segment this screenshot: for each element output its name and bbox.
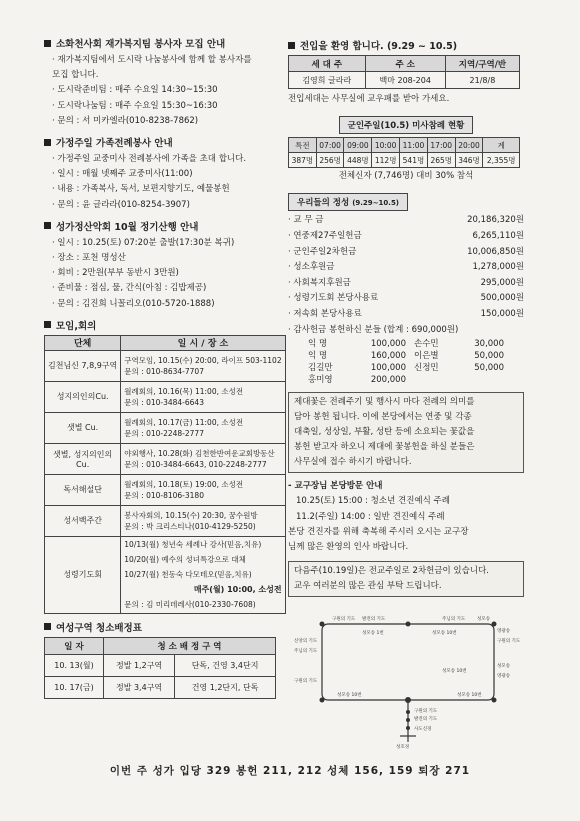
diagram-label: 발견의 기도 (414, 717, 438, 722)
diagram-label: 성모송 (497, 664, 511, 669)
list-item: · 교 무 금 20,186,320원 (288, 215, 524, 226)
text-line: · 재가복지팀에서 도시락 나눔봉사에 함께 할 봉사자를 (52, 55, 252, 65)
section-title: 성가정산악회 10월 정기산행 안내 (56, 221, 199, 233)
welcome-table: 세 대 주 주 소 지역/구역/반 김영희 글라라 백마 208-204 21/8/8 (288, 55, 520, 89)
table-row: 성령기도회 10/13(월) 청년숙 세례나 강사(믿음,치유) 10/20(월) 예수의 성녀특강으로 대체 10/27(월) 천동숙 다모테오(믿음,치유) 매주(월) 10:00, 소성전 문의 : 김 미리데레사(010-2330-7608) (45, 536, 286, 613)
diagram-label: 구원의 기도 (497, 639, 521, 644)
diagram-label: 성모송 10번 (457, 693, 482, 698)
right-column (288, 38, 524, 597)
section-title: 소화천사회 재가복지팀 봉사자 모집 안내 (56, 39, 226, 50)
table-header-row (45, 335, 286, 350)
diagram-label: 성호경 (396, 745, 410, 750)
diagram-label: 영광송 (497, 629, 511, 634)
text-line: · 문의 : 김진희 니꼴리오(010-5720-1888) (52, 298, 215, 309)
text-line: · 장소 : 포천 명성산 (52, 253, 126, 264)
family-liturgy-section (44, 135, 280, 213)
offering-section: 우리들의 정성 (9.29~10.5) · 교 무 금 20,186,320원 · 연중제27주일헌금 6,265,110원 · 군인주일2차헌금 10,006,850원 · 성소후원금 1,278,000원 · 사회복지후원금 295,000원 · 성령기도회 본당사용료 500,000원 · 저속회 본당사용료 150,000원 · 감사헌금 봉헌하신 분들 (합계 : 690,000원) 익 명 100,000 손수민 30,000 익 명 160,000 이은별 50,000 김길만 100,000 신정민 50,000 홍미영 200,000 (288, 190, 524, 386)
text-line: · 일시 : 매월 넷째주 교중미사(11:00) (52, 169, 193, 180)
text-line: · 도시락나눔팀 : 매주 수요일 15:30~16:30 (52, 100, 218, 111)
table-header: 청 소 배 정 구 역 (104, 637, 276, 654)
bullet-square-icon (44, 139, 51, 146)
section-title: 가정주일 가족전례봉사 안내 (56, 138, 173, 150)
diagram-label: 성모송 (477, 617, 491, 622)
list-item: · 사회복지후원금 295,000원 (288, 277, 524, 288)
bullet-square-icon (288, 42, 295, 49)
bullet-square-icon (44, 321, 51, 328)
diagram-label: 구원의 기도 (294, 679, 318, 684)
text-line: · 일시 : 10.25(토) 07:20분 출발(17:30분 복귀) (52, 237, 235, 248)
diagram-label: 주님의 기도 (442, 617, 466, 622)
text-line: · 내용 : 가족복사, 독서, 보편지향기도, 예물봉헌 (52, 184, 230, 195)
text-line: · 문의 : 윤 글라라(010-8254-3907) (52, 199, 190, 210)
bullet-square-icon (44, 40, 51, 47)
section-title: 여성구역 청소배정표 (56, 622, 142, 634)
text-line: · 도시락준비팀 : 매주 수요일 14:30~15:30 (52, 85, 218, 96)
donor-grid: 익 명 100,000 손수민 30,000 익 명 160,000 이은별 50,000 김길만 100,000 신정민 50,000 홍미영 200,000 (308, 339, 504, 386)
text-line: 전체신자 (7,746명) 대비 30% 참석 (338, 171, 474, 182)
section-title: 모임,회의 (56, 320, 97, 332)
diagram-label: 발견의 기도 (362, 617, 386, 622)
cleaning-section (44, 620, 280, 699)
mass-section (288, 113, 524, 184)
table-row: 김영희 글라라 백마 208-204 21/8/8 (289, 72, 520, 89)
table-header: 단체 (45, 335, 121, 350)
table-row: 독서해설단 월례회의, 10.18(토) 19:00, 소성전 문의 : 010-8106-3180 (45, 474, 286, 505)
bullet-square-icon (44, 623, 51, 630)
list-item: · 성소후원금 1,278,000원 (288, 262, 524, 273)
diagram-label: 영광송 (497, 674, 511, 679)
text-line: · 감사헌금 봉헌하신 분들 (합계 : 690,000원) (288, 324, 459, 335)
section-title: - 교구장님 본당방문 안내 (288, 481, 383, 492)
diagram-label: 사도신경 (414, 727, 432, 732)
mission-sunday-notice: 다음주(10.19일)은 전교주일로 2차헌금이 있습니다. 교우 여러분의 많은 관심 부탁 드립니다. (288, 561, 524, 597)
bishop-visit-section: - 교구장님 본당방문 안내 10.25(토) 15:00 : 청소년 견진예식 주례 11.2(주일) 14:00 : 일반 견진예식 주례 본당 견진자를 위해 축복해 주시러 오시는 교구장 님께 많은 환영의 인사 바랍니다. (288, 479, 524, 555)
list-item: · 연중제27주일헌금 6,265,110원 (288, 231, 524, 241)
table-row: 10. 13(월) 정발 1,2구역 단독, 건영 3,4단지 (45, 654, 276, 676)
table-row: 샛별 Cu. 월례회의, 10.17(금) 11:00, 소성전 문의 : 010-2248-2777 (45, 412, 286, 443)
table-row: 성서백주간 봉사자회의, 10.15(수) 20:30, 꿈수원방 문의 : 박 크리스티나(010-4129-5250) (45, 505, 286, 536)
diagram-label: 성모송 10번 (432, 631, 457, 636)
diagram-label: 성모송 1번 (362, 631, 384, 636)
text-line: 모집 합니다. (52, 70, 99, 81)
diagram-label: 성모송 10번 (442, 669, 467, 674)
rosary-diagram (292, 612, 524, 750)
text-line: · 회비 : 2만원(부부 동반시 3만원) (52, 268, 179, 279)
diagram-label: 구원의 기도 (332, 617, 356, 622)
diagram-label: 성모송 10번 (337, 693, 362, 698)
table-header: 일 자 (45, 637, 104, 654)
meetings-table (44, 335, 286, 614)
section-title: 전입을 환영 합니다. (9.29 ~ 10.5) (300, 41, 458, 52)
text-line: 전입세대는 사무실에 교우패를 받아 가세요. (288, 94, 450, 104)
text-line: · 준비물 : 점심, 물, 간식(아침 : 김밥제공) (52, 283, 207, 294)
table-header: 일 시 / 장 소 (121, 335, 285, 350)
welcome-section (288, 38, 524, 107)
hymn-footer: 이번 주 성가 입당 329 봉헌 211, 212 성체 156, 159 퇴장 271 (109, 765, 471, 777)
left-column (44, 36, 280, 705)
list-item: · 성령기도회 본당사용료 500,000원 (288, 293, 524, 304)
diagram-label: 구원의 기도 (414, 709, 438, 714)
table-row: 성지의인의Cu. 월례회의, 10.16(목) 11:00, 소성전 문의 : 010-3484-6643 (45, 381, 286, 412)
list-item: · 저속회 본당사용료 150,000원 (288, 308, 524, 319)
meetings-section (44, 318, 280, 614)
diagram-label: 신앙의 기도 (294, 639, 318, 644)
table-row: 10. 17(금) 정발 3,4구역 건영 1,2단지, 단독 (45, 676, 276, 698)
list-item: · 군인주일2차헌금 10,006,850원 (288, 246, 524, 257)
section-title: 우리들의 정성 (297, 198, 350, 209)
cleaning-table (44, 637, 276, 699)
bullet-square-icon (44, 222, 51, 229)
offering-list (288, 213, 524, 338)
rosary-beads (320, 622, 497, 731)
table-row: 김천님신 7,8,9구역 구역모임, 10.15(수) 20:00, 라이프 503-1102 문의 : 010-8634-7707 (45, 350, 286, 381)
table-row: 387명 256명 448명 112명 541명 265명 346명 2,355명 (289, 153, 520, 168)
diagram-label: 주님의 기도 (294, 649, 318, 654)
text-line: · 가정주일 교중미사 전례봉사에 가족을 초대 합니다. (52, 154, 247, 165)
altar-flower-notice: 제대꽃은 전례주기 및 행사시 마다 전례의 의미를 담아 봉헌 됩니다. 이에 본당에서는 연중 및 각종 대축일, 성상일, 부활, 성탄 등에 소요되는 꽃값을 봉헌 받고자 하오니 제대에 꽃봉헌을 하실 분들은 사무실에 접수 하시기 바랍니다. (288, 392, 524, 473)
section-title: 군인주일(10.5) 미사참례 현황 (339, 116, 474, 134)
table-row: 샛별, 성지의인의 Cu. 야외행사, 10.28(화) 김천한반여운교회방동산 문의 : 010-3484-6643, 010-2248-2777 (45, 443, 286, 474)
hiking-section (44, 219, 280, 312)
mass-attendance-table: 특전 07:00 09:00 10:00 11:00 17:00 20:00 계 387명 256명 448명 112명 541명 265명 346명 2,355명 (288, 137, 520, 168)
text-line: · 문의 : 서 미카엘라(010-8238-7862) (52, 115, 199, 126)
volunteer-section (44, 36, 280, 129)
